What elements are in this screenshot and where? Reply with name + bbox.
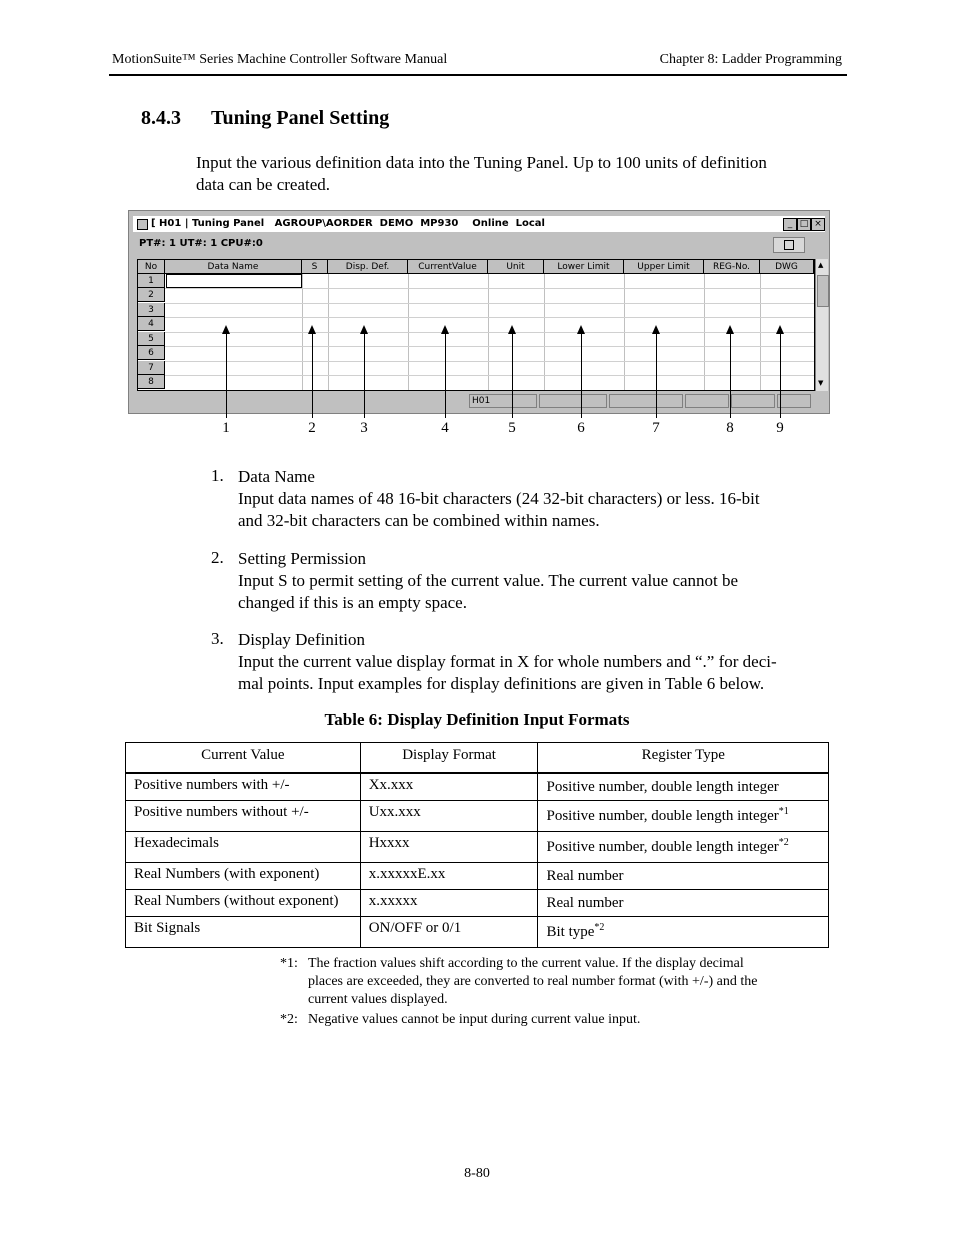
close-button[interactable]: ×	[811, 218, 825, 231]
register-type-text: Bit type	[546, 924, 595, 940]
list-item-line: Input data names of 48 16-bit characters (24 32-bit characters) or less. 16-bit	[238, 489, 760, 508]
list-item-data-name	[238, 466, 838, 532]
intro-line: Input the various definition data into the Tuning Panel. Up to 100 units of definition	[196, 153, 767, 172]
table-cell-display-format: x.xxxxxE.xx	[360, 863, 538, 890]
maximize-button[interactable]: □	[797, 218, 811, 231]
footnote-mark: *2:	[280, 1012, 298, 1027]
intro-paragraph	[196, 152, 767, 196]
footnote-line: current values displayed.	[308, 992, 448, 1007]
callout-number: 7	[652, 420, 660, 436]
footnote-ref: *2	[778, 837, 789, 848]
row-header[interactable]: 8	[138, 375, 165, 389]
arrow-up-icon	[222, 325, 230, 334]
table-header-cell: Register Type	[538, 743, 829, 774]
status-bar	[133, 393, 825, 409]
table-cell-register-type	[538, 773, 829, 801]
list-item-line: mal points. Input examples for display definitions are given in Table 6 below.	[238, 674, 765, 693]
grid-line	[165, 303, 814, 304]
footnote-ref: *1	[778, 806, 789, 817]
footnote-mark: *1:	[280, 956, 298, 971]
column-header-data-name[interactable]: Data Name	[165, 260, 302, 274]
table-row	[126, 890, 829, 917]
window-toolbar	[133, 235, 825, 255]
window-title: [ H01 | Tuning Panel AGROUP\AORDER DEMO MP930 Online Local	[151, 218, 545, 229]
footnote-line: Negative values cannot be input during current value input.	[308, 1012, 641, 1027]
arrow-up-icon	[652, 325, 660, 334]
grid-line	[165, 288, 814, 289]
footnote-1	[308, 955, 757, 1009]
vertical-scrollbar[interactable]	[815, 259, 828, 391]
column-header-no[interactable]: No	[138, 260, 165, 274]
table-cell-display-format: ON/OFF or 0/1	[360, 917, 538, 948]
table-row	[126, 801, 829, 832]
list-item-title: Display Definition	[238, 630, 366, 649]
display-definition-table	[125, 742, 829, 948]
table-cell-display-format: Xx.xxx	[360, 773, 538, 801]
arrow-up-icon	[508, 325, 516, 334]
table-cell-register-type	[538, 832, 829, 863]
callout-line-8	[730, 332, 731, 418]
intro-line: data can be created.	[196, 175, 331, 194]
table-cell-current-value: Positive numbers with +/-	[126, 773, 361, 801]
register-type-text: Positive number, double length integer	[546, 808, 779, 824]
table-row	[126, 773, 829, 801]
column-header-dwg[interactable]: DWG	[760, 260, 814, 274]
table-cell-current-value: Real Numbers (without exponent)	[126, 890, 361, 917]
callout-number: 8	[726, 420, 734, 436]
list-number: 2.	[211, 548, 224, 567]
column-header-disp-def[interactable]: Disp. Def.	[328, 260, 408, 274]
section-title: Tuning Panel Setting	[211, 107, 390, 129]
table-cell-display-format: Uxx.xxx	[360, 801, 538, 832]
column-header-s[interactable]: S	[302, 260, 328, 274]
grid-line	[165, 317, 814, 318]
row-header[interactable]: 2	[138, 288, 165, 302]
list-item-line: Input S to permit setting of the current value. The current value cannot be	[238, 571, 739, 590]
callout-number: 3	[360, 420, 368, 436]
list-item-title: Data Name	[238, 467, 315, 486]
list-item-line: Input the current value display format in X for whole numbers and “.” for deci-	[238, 652, 777, 671]
table-cell-display-format: Hxxxx	[360, 832, 538, 863]
grid-line	[165, 375, 814, 376]
arrow-up-icon	[776, 325, 784, 334]
tuning-grid	[137, 259, 815, 391]
toolbar-button[interactable]	[773, 237, 805, 253]
footnote-ref: *2	[594, 922, 605, 933]
status-pane	[609, 394, 683, 408]
status-pane	[777, 394, 811, 408]
callout-number: 2	[308, 420, 316, 436]
status-pane	[685, 394, 729, 408]
table-cell-register-type	[538, 801, 829, 832]
column-header-unit[interactable]: Unit	[488, 260, 544, 274]
table-cell-current-value: Bit Signals	[126, 917, 361, 948]
column-header-upper-limit[interactable]: Upper Limit	[624, 260, 704, 274]
monitor-icon	[784, 240, 794, 250]
list-item-title: Setting Permission	[238, 549, 366, 568]
register-type-text: Positive number, double length integer	[546, 839, 779, 855]
arrow-up-icon	[441, 325, 449, 334]
row-header[interactable]: 4	[138, 317, 165, 331]
list-item-line: changed if this is an empty space.	[238, 593, 467, 612]
section-heading	[141, 107, 389, 130]
pt-ut-cpu-readout: PT#: 1 UT#: 1 CPU#:0	[139, 238, 263, 249]
list-item-line: and 32-bit characters can be combined within names.	[238, 511, 600, 530]
table-cell-current-value: Positive numbers without +/-	[126, 801, 361, 832]
callout-number: 6	[577, 420, 585, 436]
table-cell-register-type	[538, 890, 829, 917]
table-header-row	[126, 743, 829, 774]
callout-line-5	[512, 332, 513, 418]
column-header-lower-limit[interactable]: Lower Limit	[544, 260, 624, 274]
arrow-up-icon	[726, 325, 734, 334]
callout-line-4	[445, 332, 446, 418]
row-header[interactable]: 7	[138, 361, 165, 375]
status-pane	[731, 394, 775, 408]
list-number: 1.	[211, 466, 224, 485]
footnote-2	[308, 1011, 640, 1029]
arrow-up-icon	[360, 325, 368, 334]
callout-line-7	[656, 332, 657, 418]
window-title-bar	[133, 216, 825, 232]
callout-number: 1	[222, 420, 230, 436]
row-header[interactable]: 3	[138, 303, 165, 317]
table-cell-register-type	[538, 917, 829, 948]
register-type-text: Positive number, double length integer	[546, 779, 779, 795]
callout-line-2	[312, 332, 313, 418]
callout-number: 4	[441, 420, 449, 436]
register-type-text: Real number	[546, 895, 624, 911]
column-header-current-value[interactable]: CurrentValue	[408, 260, 488, 274]
selected-cell[interactable]	[166, 274, 302, 288]
register-type-text: Real number	[546, 868, 624, 884]
grid-line	[165, 361, 814, 362]
running-header-title: MotionSuite™ Series Machine Controller Software Manual	[112, 52, 448, 67]
callout-line-6	[581, 332, 582, 418]
table-cell-current-value: Hexadecimals	[126, 832, 361, 863]
footnote-line: The fraction values shift according to the current value. If the display decimal	[308, 956, 744, 971]
scroll-up-icon[interactable]: ▲	[818, 261, 824, 269]
callout-number: 5	[508, 420, 516, 436]
callout-line-9	[780, 332, 781, 418]
section-number: 8.4.3	[141, 107, 181, 129]
row-header[interactable]: 6	[138, 346, 165, 360]
scroll-thumb[interactable]	[817, 275, 829, 307]
table-row	[126, 917, 829, 948]
window-menu-icon[interactable]	[137, 219, 148, 230]
table-caption: Table 6: Display Definition Input Formats	[324, 710, 630, 729]
table-row	[126, 832, 829, 863]
arrow-up-icon	[577, 325, 585, 334]
list-item-setting-permission	[238, 548, 838, 614]
table-header-cell: Display Format	[360, 743, 538, 774]
page-number: 8-80	[464, 1166, 490, 1181]
grid-line	[165, 346, 814, 347]
scroll-down-icon[interactable]: ▼	[818, 379, 824, 387]
header-rule	[109, 74, 847, 76]
table-cell-register-type	[538, 863, 829, 890]
table-header-cell: Current Value	[126, 743, 361, 774]
row-header[interactable]: 1	[138, 274, 165, 288]
list-item-display-definition	[238, 629, 838, 695]
grid-line	[165, 332, 814, 333]
table-cell-display-format: x.xxxxx	[360, 890, 538, 917]
callout-number: 9	[776, 420, 784, 436]
callout-line-1	[226, 332, 227, 418]
callout-line-3	[364, 332, 365, 418]
running-header-chapter: Chapter 8: Ladder Programming	[659, 52, 842, 67]
table-row	[126, 863, 829, 890]
list-number: 3.	[211, 629, 224, 648]
row-header[interactable]: 5	[138, 332, 165, 346]
table-cell-current-value: Real Numbers (with exponent)	[126, 863, 361, 890]
status-pane	[539, 394, 607, 408]
footnote-line: places are exceeded, they are converted to real number format (with +/-) and the	[308, 974, 758, 989]
column-header-reg-no[interactable]: REG-No.	[704, 260, 760, 274]
minimize-button[interactable]: _	[783, 218, 797, 231]
arrow-up-icon	[308, 325, 316, 334]
status-station: H01	[469, 394, 537, 408]
tuning-panel-screenshot	[128, 210, 830, 414]
